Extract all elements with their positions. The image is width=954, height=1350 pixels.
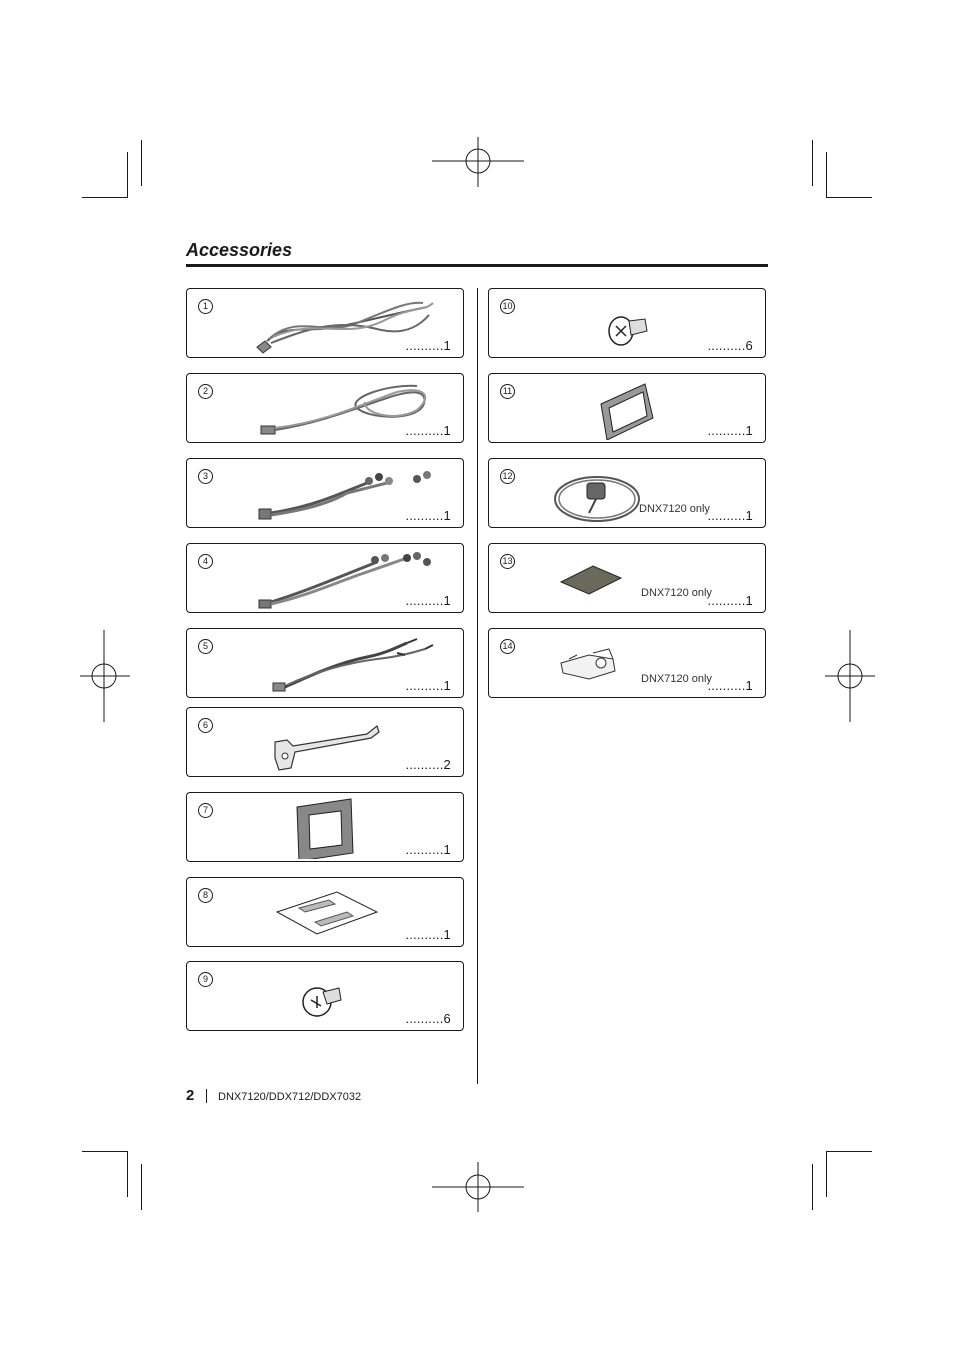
accessory-item-5 <box>186 628 464 698</box>
column-divider <box>477 288 478 1084</box>
item-number: 1 <box>198 299 213 314</box>
item-quantity: ..........1 <box>405 842 451 857</box>
accessory-item-3 <box>186 458 464 528</box>
accessory-item-14 <box>488 628 766 698</box>
item-quantity: ..........1 <box>405 927 451 942</box>
item-quantity: ..........6 <box>707 338 753 353</box>
page-number: 2 <box>186 1087 195 1104</box>
item-number: 3 <box>198 469 213 484</box>
model-text: DNX7120/DDX712/DDX7032 <box>218 1091 362 1103</box>
item-number: 10 <box>500 299 515 314</box>
accessory-item-7 <box>186 792 464 862</box>
item-number: 4 <box>198 554 213 569</box>
item-number: 14 <box>500 639 515 654</box>
item-quantity: ..........1 <box>707 508 753 523</box>
item-note: DNX7120 only <box>641 673 712 685</box>
accessory-item-2 <box>186 373 464 443</box>
item-number: 7 <box>198 803 213 818</box>
page-title: Accessories <box>186 240 293 260</box>
registration-mark-bottom <box>432 1162 524 1212</box>
accessory-item-13 <box>488 543 766 613</box>
item-number: 11 <box>500 384 515 399</box>
item-note: DNX7120 only <box>641 587 712 599</box>
item-number: 6 <box>198 718 213 733</box>
accessory-item-12 <box>488 458 766 528</box>
registration-mark-left <box>80 630 130 722</box>
item-quantity: ..........2 <box>405 757 451 772</box>
item-number: 2 <box>198 384 213 399</box>
item-note: DNX7120 only <box>639 503 710 515</box>
item-quantity: ..........1 <box>405 338 451 353</box>
registration-mark-top <box>432 137 524 187</box>
item-number: 9 <box>198 972 213 987</box>
item-quantity: ..........6 <box>405 1011 451 1026</box>
accessory-item-9 <box>186 961 464 1031</box>
accessory-item-6 <box>186 707 464 777</box>
item-quantity: ..........1 <box>707 678 753 693</box>
item-quantity: ..........1 <box>707 593 753 608</box>
footer-separator <box>206 1089 207 1103</box>
accessory-item-1 <box>186 288 464 358</box>
accessory-item-4 <box>186 543 464 613</box>
item-quantity: ..........1 <box>405 508 451 523</box>
accessory-item-10 <box>488 288 766 358</box>
item-number: 5 <box>198 639 213 654</box>
accessory-item-11 <box>488 373 766 443</box>
item-quantity: ..........1 <box>405 678 451 693</box>
item-quantity: ..........1 <box>405 423 451 438</box>
accessory-item-8 <box>186 877 464 947</box>
item-number: 12 <box>500 469 515 484</box>
item-number: 13 <box>500 554 515 569</box>
registration-mark-right <box>825 630 875 722</box>
item-quantity: ..........1 <box>405 593 451 608</box>
item-number: 8 <box>198 888 213 903</box>
item-quantity: ..........1 <box>707 423 753 438</box>
title-underline <box>186 264 768 267</box>
